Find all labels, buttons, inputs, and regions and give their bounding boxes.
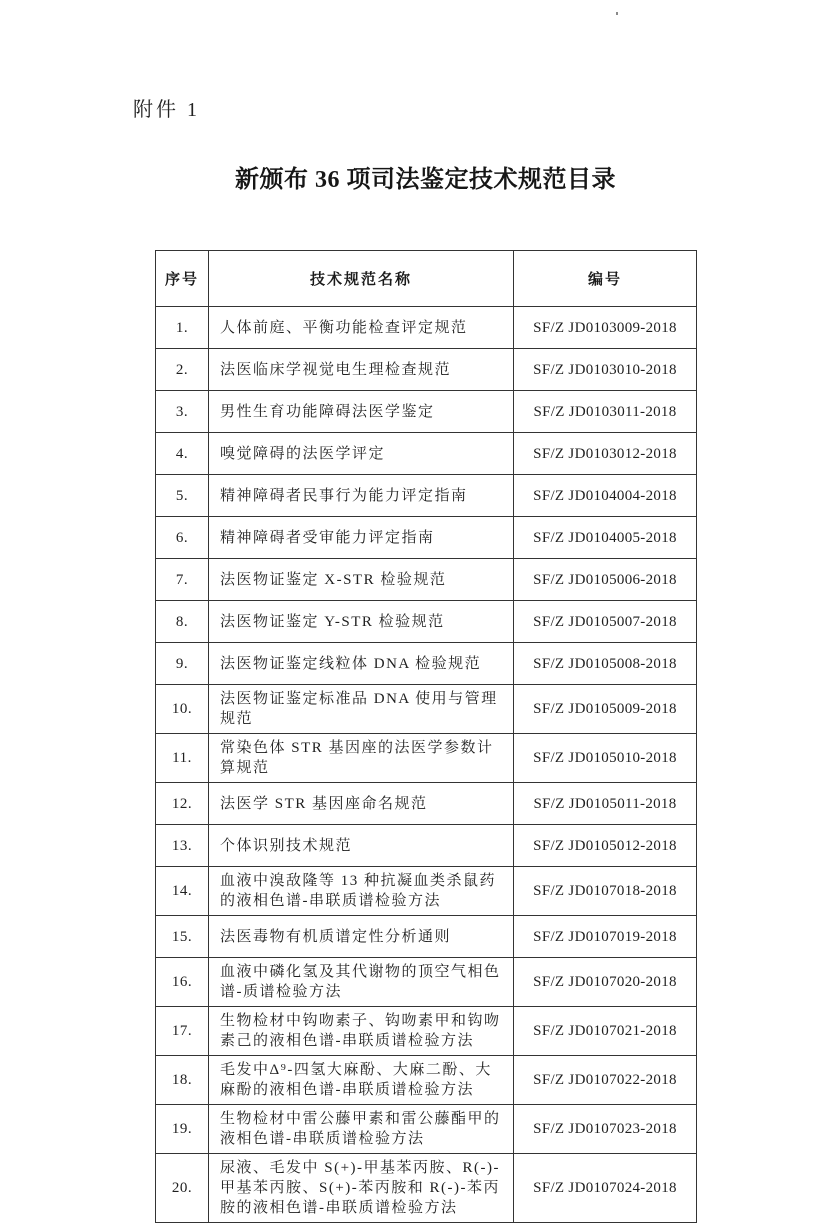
spec-name: 精神障碍者受审能力评定指南 <box>209 517 514 559</box>
column-header-no: 序号 <box>156 251 209 307</box>
spec-name: 精神障碍者民事行为能力评定指南 <box>209 475 514 517</box>
spec-table <box>155 250 697 1223</box>
table-row <box>156 1154 697 1223</box>
spec-code: SF/Z JD0105008-2018 <box>514 643 697 685</box>
table-row <box>156 307 697 349</box>
spec-code: SF/Z JD0105007-2018 <box>514 601 697 643</box>
row-number: 4. <box>156 433 209 475</box>
row-number: 6. <box>156 517 209 559</box>
spec-code: SF/Z JD0107021-2018 <box>514 1007 697 1056</box>
spec-name: 法医临床学视觉电生理检查规范 <box>209 349 514 391</box>
spec-name: 嗅觉障碍的法医学评定 <box>209 433 514 475</box>
spec-code: SF/Z JD0105009-2018 <box>514 685 697 734</box>
table-row <box>156 685 697 734</box>
table-row <box>156 559 697 601</box>
table-header-row <box>156 251 697 307</box>
row-number: 8. <box>156 601 209 643</box>
spec-code: SF/Z JD0105006-2018 <box>514 559 697 601</box>
spec-code: SF/Z JD0107023-2018 <box>514 1105 697 1154</box>
spec-code: SF/Z JD0103010-2018 <box>514 349 697 391</box>
spec-name: 生物检材中雷公藤甲素和雷公藤酯甲的液相色谱-串联质谱检验方法 <box>209 1105 514 1154</box>
table-row <box>156 643 697 685</box>
row-number: 11. <box>156 734 209 783</box>
spec-code: SF/Z JD0107020-2018 <box>514 958 697 1007</box>
row-number: 20. <box>156 1154 209 1223</box>
table-row <box>156 916 697 958</box>
row-number: 13. <box>156 825 209 867</box>
spec-code: SF/Z JD0105012-2018 <box>514 825 697 867</box>
row-number: 3. <box>156 391 209 433</box>
page-title: 新颁布 36 项司法鉴定技术规范目录 <box>235 167 616 193</box>
table-row <box>156 825 697 867</box>
scan-speck <box>616 12 618 15</box>
spec-name: 法医物证鉴定 X-STR 检验规范 <box>209 559 514 601</box>
row-number: 2. <box>156 349 209 391</box>
row-number: 16. <box>156 958 209 1007</box>
spec-name: 男性生育功能障碍法医学鉴定 <box>209 391 514 433</box>
spec-name: 法医物证鉴定线粒体 DNA 检验规范 <box>209 643 514 685</box>
row-number: 10. <box>156 685 209 734</box>
row-number: 17. <box>156 1007 209 1056</box>
table-row <box>156 958 697 1007</box>
row-number: 15. <box>156 916 209 958</box>
spec-name: 法医物证鉴定标准品 DNA 使用与管理规范 <box>209 685 514 734</box>
spec-code: SF/Z JD0107022-2018 <box>514 1056 697 1105</box>
table-row <box>156 1105 697 1154</box>
spec-name: 法医物证鉴定 Y-STR 检验规范 <box>209 601 514 643</box>
column-header-name: 技术规范名称 <box>209 251 514 307</box>
table-row <box>156 391 697 433</box>
spec-code: SF/Z JD0104004-2018 <box>514 475 697 517</box>
spec-code: SF/Z JD0107024-2018 <box>514 1154 697 1223</box>
table-row <box>156 601 697 643</box>
spec-name: 血液中磷化氢及其代谢物的顶空气相色谱-质谱检验方法 <box>209 958 514 1007</box>
row-number: 14. <box>156 867 209 916</box>
spec-name: 毛发中Δ⁹-四氢大麻酚、大麻二酚、大麻酚的液相色谱-串联质谱检验方法 <box>209 1056 514 1105</box>
spec-name: 生物检材中钩吻素子、钩吻素甲和钩吻素己的液相色谱-串联质谱检验方法 <box>209 1007 514 1056</box>
spec-name: 尿液、毛发中 S(+)-甲基苯丙胺、R(-)-甲基苯丙胺、S(+)-苯丙胺和 R(-)-苯丙胺的液相色谱-串联质谱检验方法 <box>209 1154 514 1223</box>
column-header-code: 编号 <box>514 251 697 307</box>
spec-name: 法医毒物有机质谱定性分析通则 <box>209 916 514 958</box>
table-row <box>156 734 697 783</box>
row-number: 5. <box>156 475 209 517</box>
row-number: 18. <box>156 1056 209 1105</box>
row-number: 19. <box>156 1105 209 1154</box>
spec-name: 法医学 STR 基因座命名规范 <box>209 783 514 825</box>
table-row <box>156 433 697 475</box>
table-row <box>156 517 697 559</box>
table-row <box>156 475 697 517</box>
spec-code: SF/Z JD0103009-2018 <box>514 307 697 349</box>
table-row <box>156 867 697 916</box>
spec-code: SF/Z JD0104005-2018 <box>514 517 697 559</box>
spec-code: SF/Z JD0107019-2018 <box>514 916 697 958</box>
table-row <box>156 1056 697 1105</box>
row-number: 12. <box>156 783 209 825</box>
table-body <box>156 307 697 1223</box>
table-row <box>156 783 697 825</box>
spec-name: 人体前庭、平衡功能检查评定规范 <box>209 307 514 349</box>
spec-code: SF/Z JD0107018-2018 <box>514 867 697 916</box>
table-row <box>156 1007 697 1056</box>
spec-code: SF/Z JD0103012-2018 <box>514 433 697 475</box>
row-number: 1. <box>156 307 209 349</box>
row-number: 9. <box>156 643 209 685</box>
spec-code: SF/Z JD0103011-2018 <box>514 391 697 433</box>
spec-name: 血液中溴敌隆等 13 种抗凝血类杀鼠药的液相色谱-串联质谱检验方法 <box>209 867 514 916</box>
row-number: 7. <box>156 559 209 601</box>
attachment-label: 附件 1 <box>133 99 200 121</box>
spec-code: SF/Z JD0105011-2018 <box>514 783 697 825</box>
spec-name: 个体识别技术规范 <box>209 825 514 867</box>
spec-name: 常染色体 STR 基因座的法医学参数计算规范 <box>209 734 514 783</box>
table-row <box>156 349 697 391</box>
spec-code: SF/Z JD0105010-2018 <box>514 734 697 783</box>
